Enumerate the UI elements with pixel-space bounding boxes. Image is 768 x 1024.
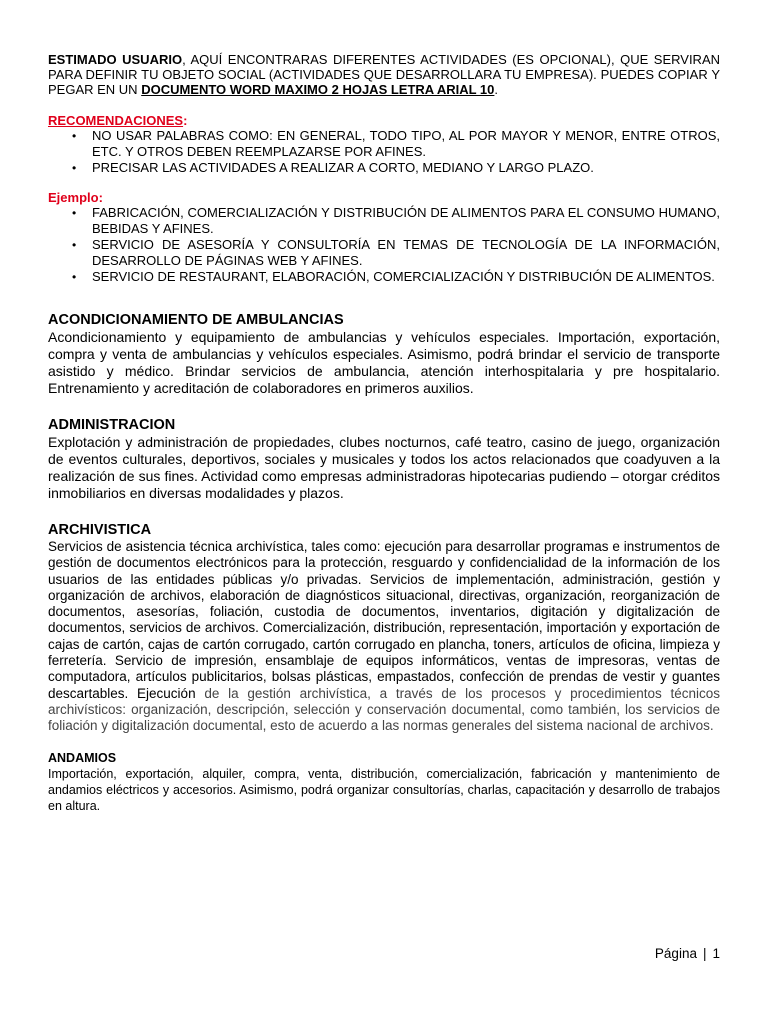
section-body: Acondicionamiento y equipamiento de ambulancias y vehículos especiales. Importación, exportación, compra y venta de ambulancias y vehículos especiales. Asimismo, podrá brindar el servicio de transporte asistido y médico. Brindar servicios de ambulancia, atención interhospitalaria y pre hospitalario. Entrenamiento y acreditación de colaboradores en primeros auxilios. <box>48 329 720 396</box>
section-title: ACONDICIONAMIENTO DE AMBULANCIAS <box>48 312 344 328</box>
recomendaciones-list <box>48 128 720 176</box>
footer-separator: | <box>702 946 707 961</box>
section-title: ARCHIVISTICA <box>48 522 152 538</box>
section-body-tail: de la gestión archivística, a través de los procesos y procedimientos técnicos archivísticos: organización, descripción, selección y conservación documental, como también, los servicios de foliación y digitalización documental, esto de acuerdo a las normas generales del sistema nacional de archivos. <box>48 685 720 734</box>
ejemplo-heading: Ejemplo: <box>48 190 103 205</box>
section-body-main: Servicios de asistencia técnica archivística, tales como: ejecución para desarrollar programas e instrumentos de gestión de documentos electrónicos para la protección, resguardo y confidencialidad de la información de los usuarios de las entidades públicas y/o privadas. Servicios de implementación, administración, gestión y organización de archivos, elaboración de diagnósticos situacional, directivas, organización, reorganización de documentos, asesorías, foliación, custodia de documentos, inventarios, digitación y digitalización de documentos, servicios de archivos. Comercialización, distribución, representación, importación y exportación de cajas de cartón, cajas de cartón corrugado, cartón corrugado en plancha, toners, artículos de oficina, limpieza y ferretería. Servicio de impresión, ensamblaje de equipos informáticos, ventas de impresoras, ventas de computadora, artículos publicitarios, bolsas plásticas, empastados, confección de prendas de vestir y guantes descartables. Ejecución <box>48 539 720 701</box>
section-title: ANDAMIOS <box>48 750 117 765</box>
recomendaciones-colon: : <box>183 113 188 128</box>
list-item: • SERVICIO DE ASESORÍA Y CONSULTORÍA EN TEMAS DE TECNOLOGÍA DE LA INFORMACIÓN, DESARROLLO DE PÁGINAS WEB Y AFINES. <box>92 237 720 269</box>
section-administracion <box>48 416 720 502</box>
list-item: • SERVICIO DE RESTAURANT, ELABORACIÓN, COMERCIALIZACIÓN Y DISTRIBUCIÓN DE ALIMENTOS. <box>92 269 720 285</box>
document-page <box>48 52 720 814</box>
section-title: ADMINISTRACION <box>48 417 176 433</box>
intro-text: , AQUÍ ENCONTRARAS DIFERENTES ACTIVIDADES (ES OPCIONAL), QUE SERVIRAN PARA DEFINIR TU OBJETO SOCIAL (ACTIVIDADES QUE DESARROLLARA TU EMPRESA). PUEDES COPIAR Y PEGAR EN UN <box>48 52 721 97</box>
list-item: • NO USAR PALABRAS COMO: EN GENERAL, TODO TIPO, AL POR MAYOR Y MENOR, ENTRE OTROS, ETC. Y OTROS DEBEN REEMPLAZARSE POR AFINES. <box>92 128 720 160</box>
footer-label: Página <box>654 946 697 961</box>
section-archivistica <box>48 521 720 735</box>
section-body <box>48 539 720 735</box>
ejemplo-list <box>48 205 720 285</box>
page-number: 1 <box>712 946 720 961</box>
section-body: Importación, exportación, alquiler, compra, venta, distribución, comercialización, fabricación y mantenimiento de andamios eléctricos y accesorios. Asimismo, podrá organizar consultorías, charlas, capacitación y desarrollo de trabajos en altura. <box>48 766 720 813</box>
recomendaciones-heading <box>48 113 720 128</box>
list-item: • PRECISAR LAS ACTIVIDADES A REALIZAR A CORTO, MEDIANO Y LARGO PLAZO. <box>92 160 720 176</box>
intro-lead: ESTIMADO USUARIO <box>48 52 183 67</box>
page-footer <box>655 946 720 961</box>
list-item: • FABRICACIÓN, COMERCIALIZACIÓN Y DISTRIBUCIÓN DE ALIMENTOS PARA EL CONSUMO HUMANO, BEBIDAS Y AFINES. <box>92 205 720 237</box>
intro-end: . <box>494 82 499 97</box>
recomendaciones-title: RECOMENDACIONES <box>48 113 184 128</box>
section-andamios <box>48 751 720 814</box>
intro-paragraph <box>48 52 720 97</box>
section-ambulancias <box>48 311 720 397</box>
intro-underlined: DOCUMENTO WORD MAXIMO 2 HOJAS LETRA ARIAL 10 <box>141 82 495 97</box>
section-body: Explotación y administración de propiedades, clubes nocturnos, café teatro, casino de juego, organización de eventos culturales, deportivos, sociales y musicales y todos los actos relacionados que coadyuven a la realización de sus fines. Actividad como empresas administradoras hipotecarias pudiendo – otorgar créditos inmobiliarios en diversas modalidades y plazos. <box>48 434 720 501</box>
